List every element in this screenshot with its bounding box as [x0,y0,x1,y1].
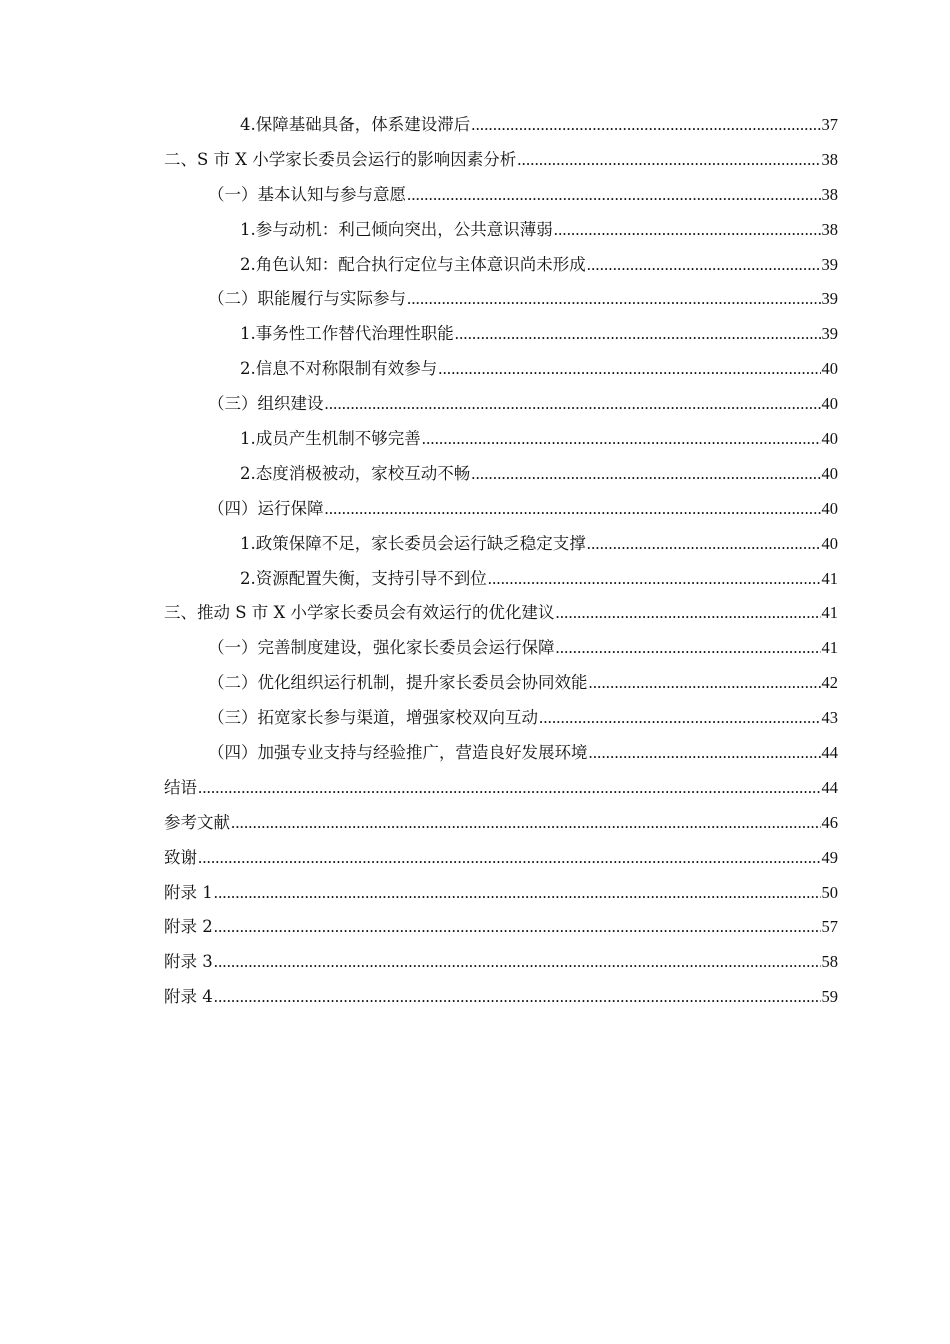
toc-entry-page-number: 44 [821,743,838,763]
toc-entry-page-number: 37 [821,115,838,134]
toc-entry-title: （三）组织建设 [208,394,324,414]
toc-entry-title: 2.态度消极被动，家校互动不畅 [240,463,471,483]
toc-dot-leader [325,387,821,422]
toc-entry-page-number: 38 [821,149,838,169]
toc-dot-leader [455,317,821,352]
toc-dot-leader [488,562,821,597]
toc-entry[interactable] [164,806,838,841]
toc-dot-leader [589,736,821,771]
toc-dot-leader [198,771,821,806]
toc-entry[interactable] [164,352,838,387]
toc-dot-leader [556,596,821,631]
toc-dot-leader [556,631,821,666]
toc-entry[interactable] [164,771,838,806]
toc-entry-page-number: 40 [821,498,838,518]
toc-dot-leader [214,980,821,1015]
toc-entry-page-number: 43 [821,708,838,728]
toc-entry[interactable] [164,910,838,945]
toc-dot-leader [539,701,821,736]
toc-entry-page-number: 41 [821,638,838,658]
toc-entry[interactable] [164,980,838,1015]
toc-entry[interactable] [164,527,838,562]
toc-entry-title: 1.政策保障不足，家长委员会运行缺乏稳定支撑 [240,533,586,553]
toc-entry-page-number: 39 [821,254,838,274]
toc-entry[interactable] [164,387,838,422]
toc-entry-page-number: 44 [821,777,838,797]
toc-dot-leader [471,108,820,143]
toc-dot-leader [231,806,821,841]
toc-entry-page-number: 39 [821,324,838,344]
toc-entry-title: 二、S 市 X 小学家长委员会运行的影响因素分析 [164,149,517,169]
toc-entry-title: （二）职能履行与实际参与 [208,289,406,309]
toc-dot-leader [214,910,821,945]
toc-dot-leader [325,492,821,527]
toc-entry[interactable] [164,841,838,876]
toc-entry-title: 三、推动 S 市 X 小学家长委员会有效运行的优化建议 [164,603,555,623]
toc-entry-page-number: 40 [821,359,838,379]
toc-entry[interactable] [164,282,838,317]
toc-entry-page-number: 40 [821,463,838,483]
toc-dot-leader [198,841,821,876]
toc-entry-page-number: 41 [821,603,838,623]
toc-entry-title: 2.信息不对称限制有效参与 [240,359,438,379]
toc-entry-page-number: 38 [821,219,838,239]
toc-entry-title: 2.资源配置失衡，支持引导不到位 [240,568,487,588]
toc-entry-page-number: 40 [821,429,838,449]
toc-entry-title: 2.角色认知：配合执行定位与主体意识尚未形成 [240,254,586,274]
toc-dot-leader [554,213,821,248]
toc-entry[interactable] [164,457,838,492]
toc-entry-page-number: 39 [821,289,838,309]
table-of-contents [164,108,838,1015]
toc-dot-leader [587,248,821,283]
toc-entry-title: 4.保障基础具备，体系建设滞后 [240,115,471,134]
toc-entry-title: （四）运行保障 [208,498,324,518]
toc-entry-page-number: 50 [821,882,838,902]
toc-entry[interactable] [164,248,838,283]
toc-dot-leader [422,422,821,457]
toc-entry-title: （一）基本认知与参与意愿 [208,184,406,204]
toc-entry[interactable] [164,945,838,980]
toc-entry-page-number: 38 [821,184,838,204]
toc-entry-page-number: 46 [821,812,838,832]
toc-entry[interactable] [164,701,838,736]
toc-entry[interactable] [164,876,838,911]
toc-dot-leader [214,876,821,911]
toc-entry[interactable] [164,492,838,527]
toc-entry[interactable] [164,108,838,143]
toc-entry-title: 致谢 [164,847,197,867]
toc-entry-title: （四）加强专业支持与经验推广，营造良好发展环境 [208,743,588,763]
toc-entry[interactable] [164,736,838,771]
toc-entry-title: 1.成员产生机制不够完善 [240,429,421,449]
toc-entry[interactable] [164,422,838,457]
toc-dot-leader [407,178,821,213]
toc-entry[interactable] [164,596,838,631]
toc-entry-title: 附录 4 [164,987,213,1007]
toc-entry[interactable] [164,143,838,178]
toc-entry-page-number: 57 [821,917,838,937]
toc-entry-page-number: 41 [821,568,838,588]
toc-entry[interactable] [164,631,838,666]
toc-entry[interactable] [164,666,838,701]
toc-dot-leader [587,527,821,562]
toc-entry-page-number: 49 [821,847,838,867]
toc-entry-title: （三）拓宽家长参与渠道，增强家校双向互动 [208,708,538,728]
toc-entry-title: （一）完善制度建设，强化家长委员会运行保障 [208,638,555,658]
toc-entry-title: 1.事务性工作替代治理性职能 [240,324,454,344]
toc-entry[interactable] [164,178,838,213]
toc-entry-title: 1.参与动机：利己倾向突出，公共意识薄弱 [240,219,553,239]
toc-dot-leader [214,945,821,980]
toc-dot-leader [471,457,820,492]
toc-dot-leader [517,143,820,178]
toc-entry-page-number: 58 [821,952,838,972]
toc-entry-title: 附录 3 [164,952,213,972]
toc-entry-page-number: 40 [821,533,838,553]
toc-entry-title: 参考文献 [164,812,230,832]
toc-dot-leader [589,666,821,701]
toc-entry-title: （二）优化组织运行机制，提升家长委员会协同效能 [208,673,588,693]
toc-entry[interactable] [164,562,838,597]
toc-entry-title: 附录 2 [164,917,213,937]
toc-entry[interactable] [164,213,838,248]
toc-entry-title: 附录 1 [164,882,213,902]
toc-entry-title: 结语 [164,777,197,797]
toc-dot-leader [407,282,821,317]
toc-dot-leader [438,352,820,387]
toc-entry-page-number: 42 [821,673,838,693]
toc-entry[interactable] [164,317,838,352]
toc-entry-page-number: 40 [821,394,838,414]
toc-entry-page-number: 59 [821,987,838,1007]
